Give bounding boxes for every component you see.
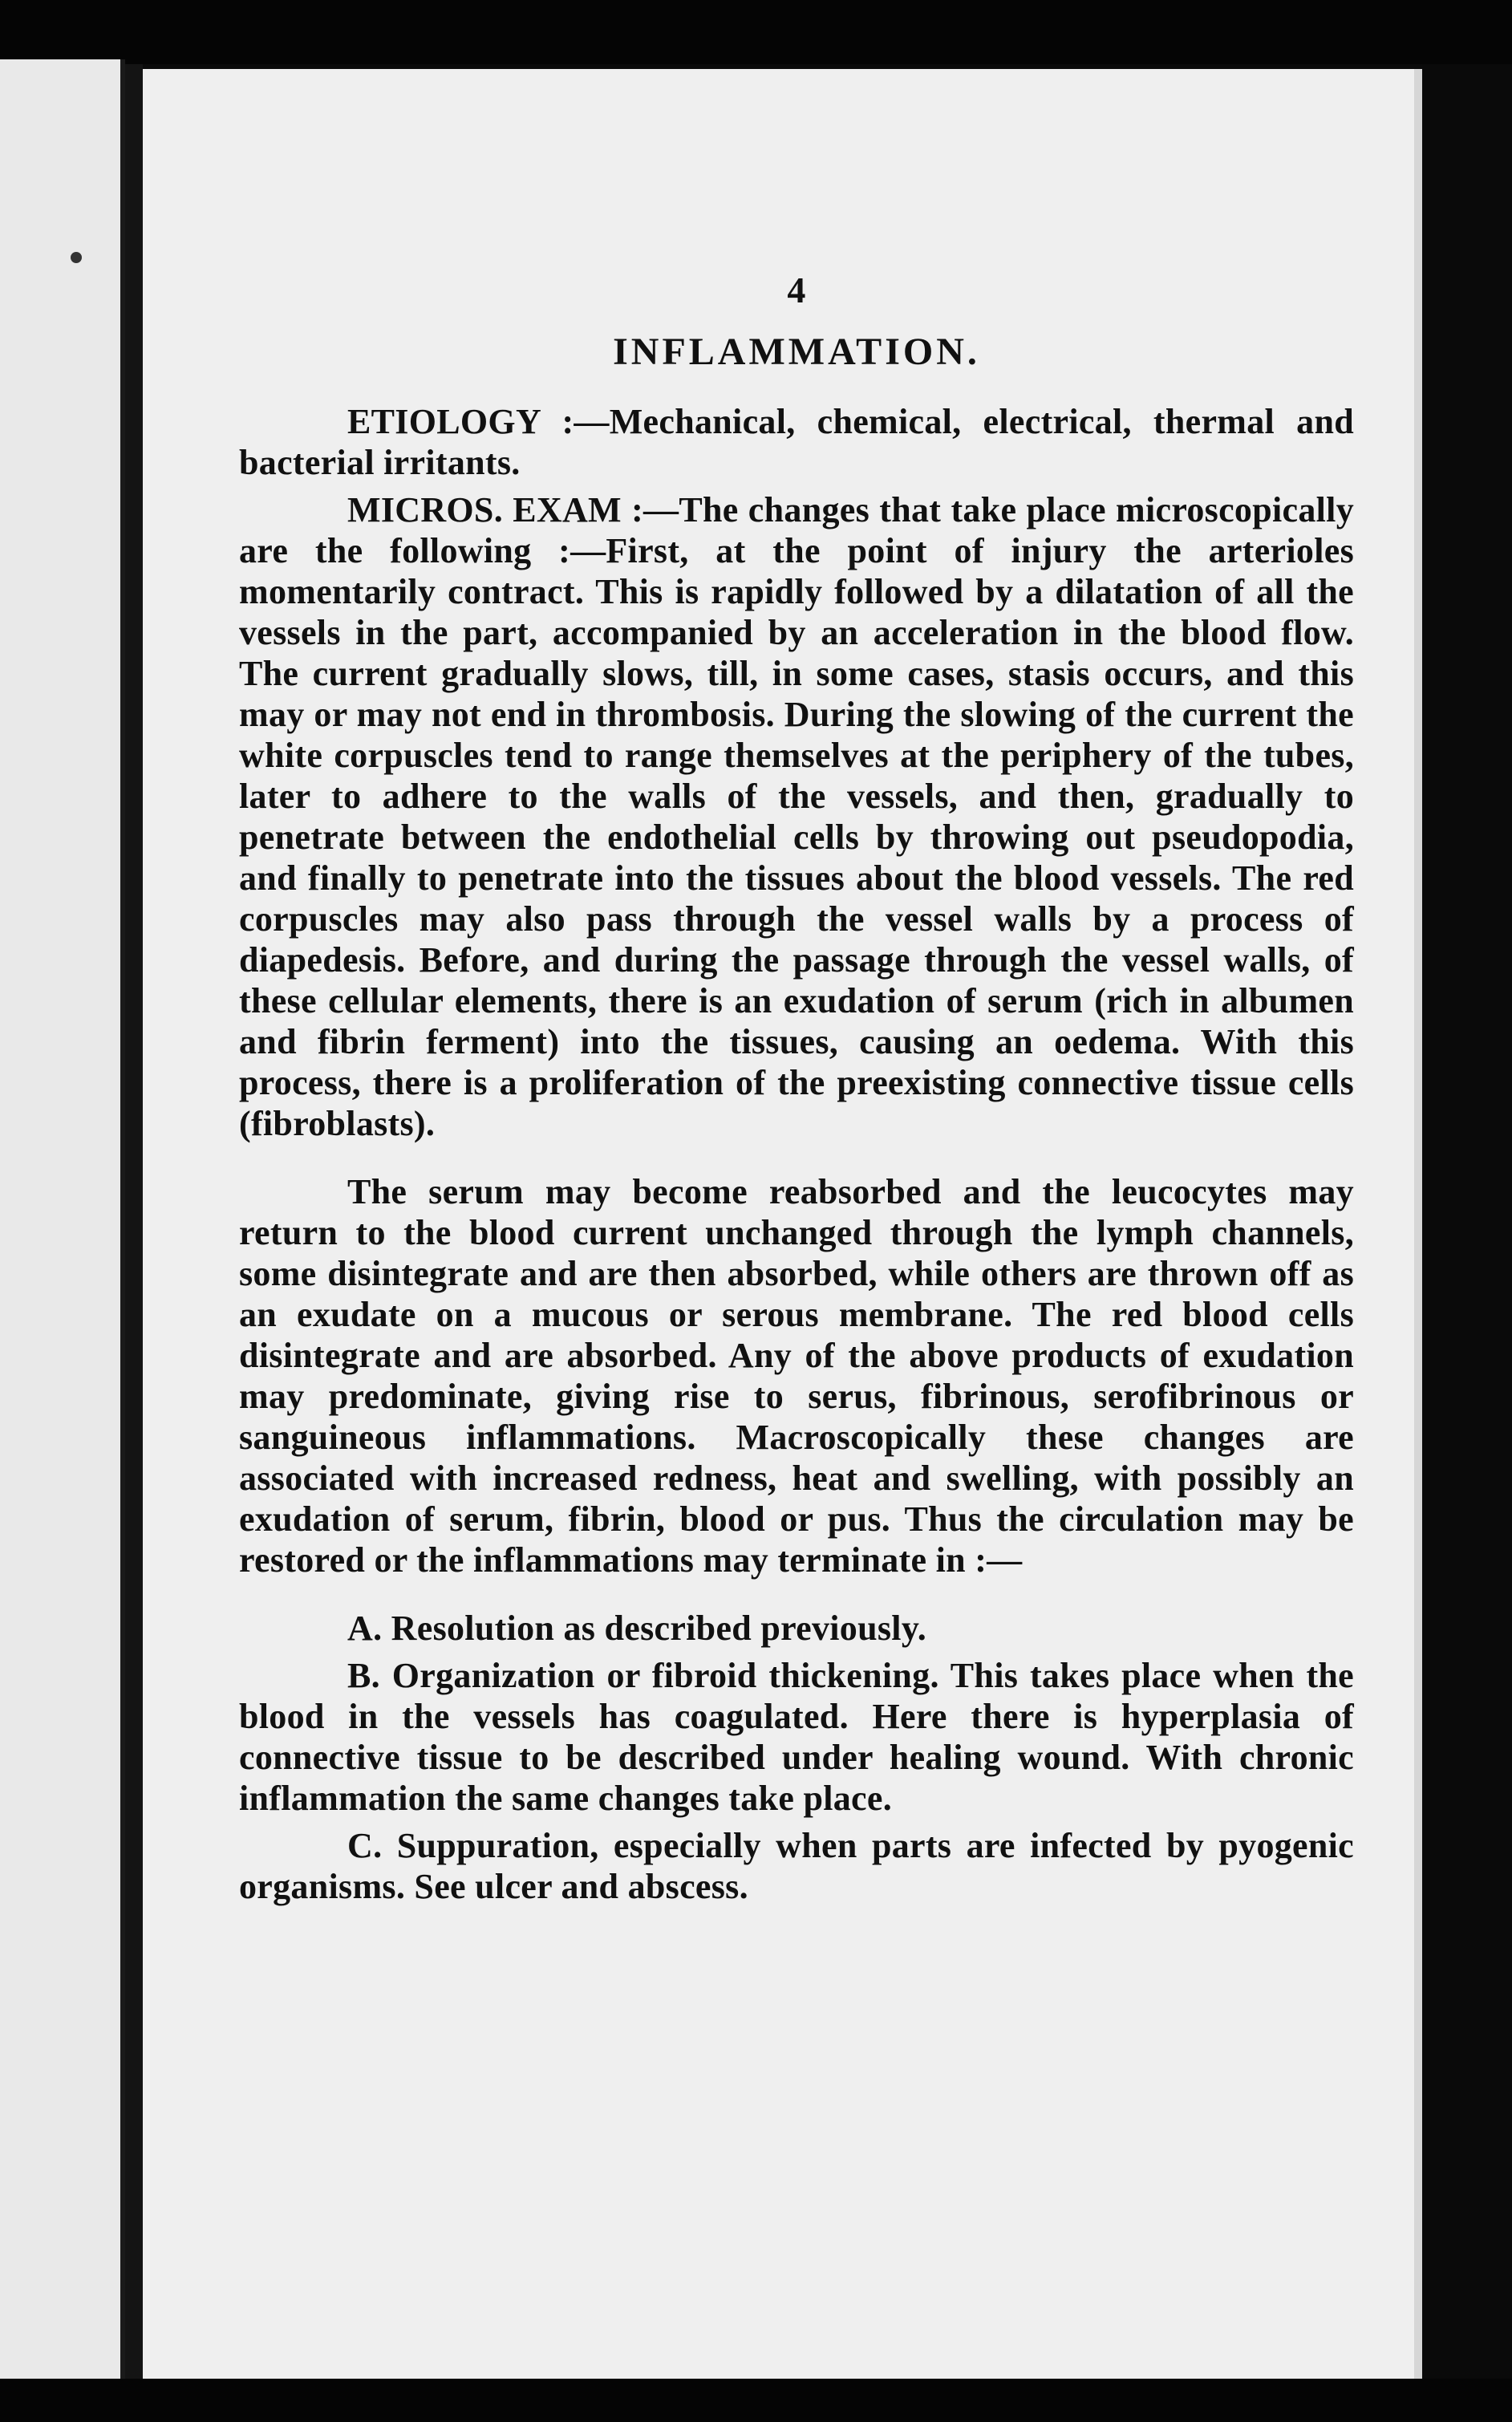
micros-exam-paragraph [239, 489, 1354, 1144]
etiology-text: :—Mechanical, chemical, electrical, thermal and bacterial irritants. [239, 402, 1354, 482]
micros-exam-heading: MICROS. EXAM [347, 490, 622, 529]
serum-paragraph: The serum may become reabsorbed and the leucocytes may return to the blood current unchanged through the lymph channels, some disintegrate and are then absorbed, while others are thrown off as an exudate on a mucous or serous membrane. The red blood cells disintegrate and are absorbed. Any of the above products of exudation may predominate, giving rise to serus, fibrinous, serofibrinous or sanguineous inflammations. Macroscopically these changes are associated with increased redness, heat and swelling, with possibly an exudation of serum, fibrin, blood or pus. Thus the circulation may be restored or the inflammations may terminate in :— [239, 1172, 1354, 1580]
page-number: 4 [787, 270, 806, 310]
micros-exam-text: :—The changes that take place microscopically are the following :—First, at the point of injury the arterioles momentarily contract. This is rapidly followed by a dilatation of all the vessels in the part, accompanied by an acceleration in the blood flow. The current gradually slows, till, in some cases, stasis occurs, and this may or may not end in thrombosis. During the slowing of the current the white corpuscles tend to range themselves at the periphery of the tubes, later to adhere to the walls of the vessels, and then, gradually to penetrate between the endothelial cells by throwing out pseudopodia, and finally to penetrate into the tissues about the blood vessels. The red corpuscles may also pass through the vessel walls by a process of diapedesis. Before, and during the passage through the vessel walls, of these cellular elements, there is an exudation of serum (rich in albumen and fibrin ferment) into the tissues, causing an oedema. With this process, there is a proliferation of the preexisting connective tissue cells (fibroblasts). [239, 490, 1354, 1143]
termination-organization: B. Organization or fibroid thickening. This takes place when the blood in the vessels has coagulated. Here there is hyperplasia of connective tissue to be described under healing wound. With chronic inflammation the same changes take place. [239, 1656, 1354, 1818]
chapter-title: INFLAMMATION. [613, 331, 980, 373]
page-text-block [239, 270, 1354, 1907]
scan-bottom-border [0, 2379, 1512, 2422]
facing-page-edge [0, 59, 125, 2386]
binding-hole-mark [71, 252, 82, 263]
termination-suppuration: C. Suppuration, especially when parts are infected by pyogenic organisms. See ulcer and abscess. [239, 1826, 1354, 1906]
scan-top-border [0, 0, 1512, 64]
termination-resolution: A. Resolution as described previously. [347, 1609, 926, 1648]
scan-right-border [1422, 64, 1512, 2383]
etiology-heading: ETIOLOGY [347, 402, 541, 441]
book-spine-shadow [125, 64, 143, 2383]
book-page [143, 69, 1422, 2379]
etiology-paragraph [239, 401, 1354, 483]
